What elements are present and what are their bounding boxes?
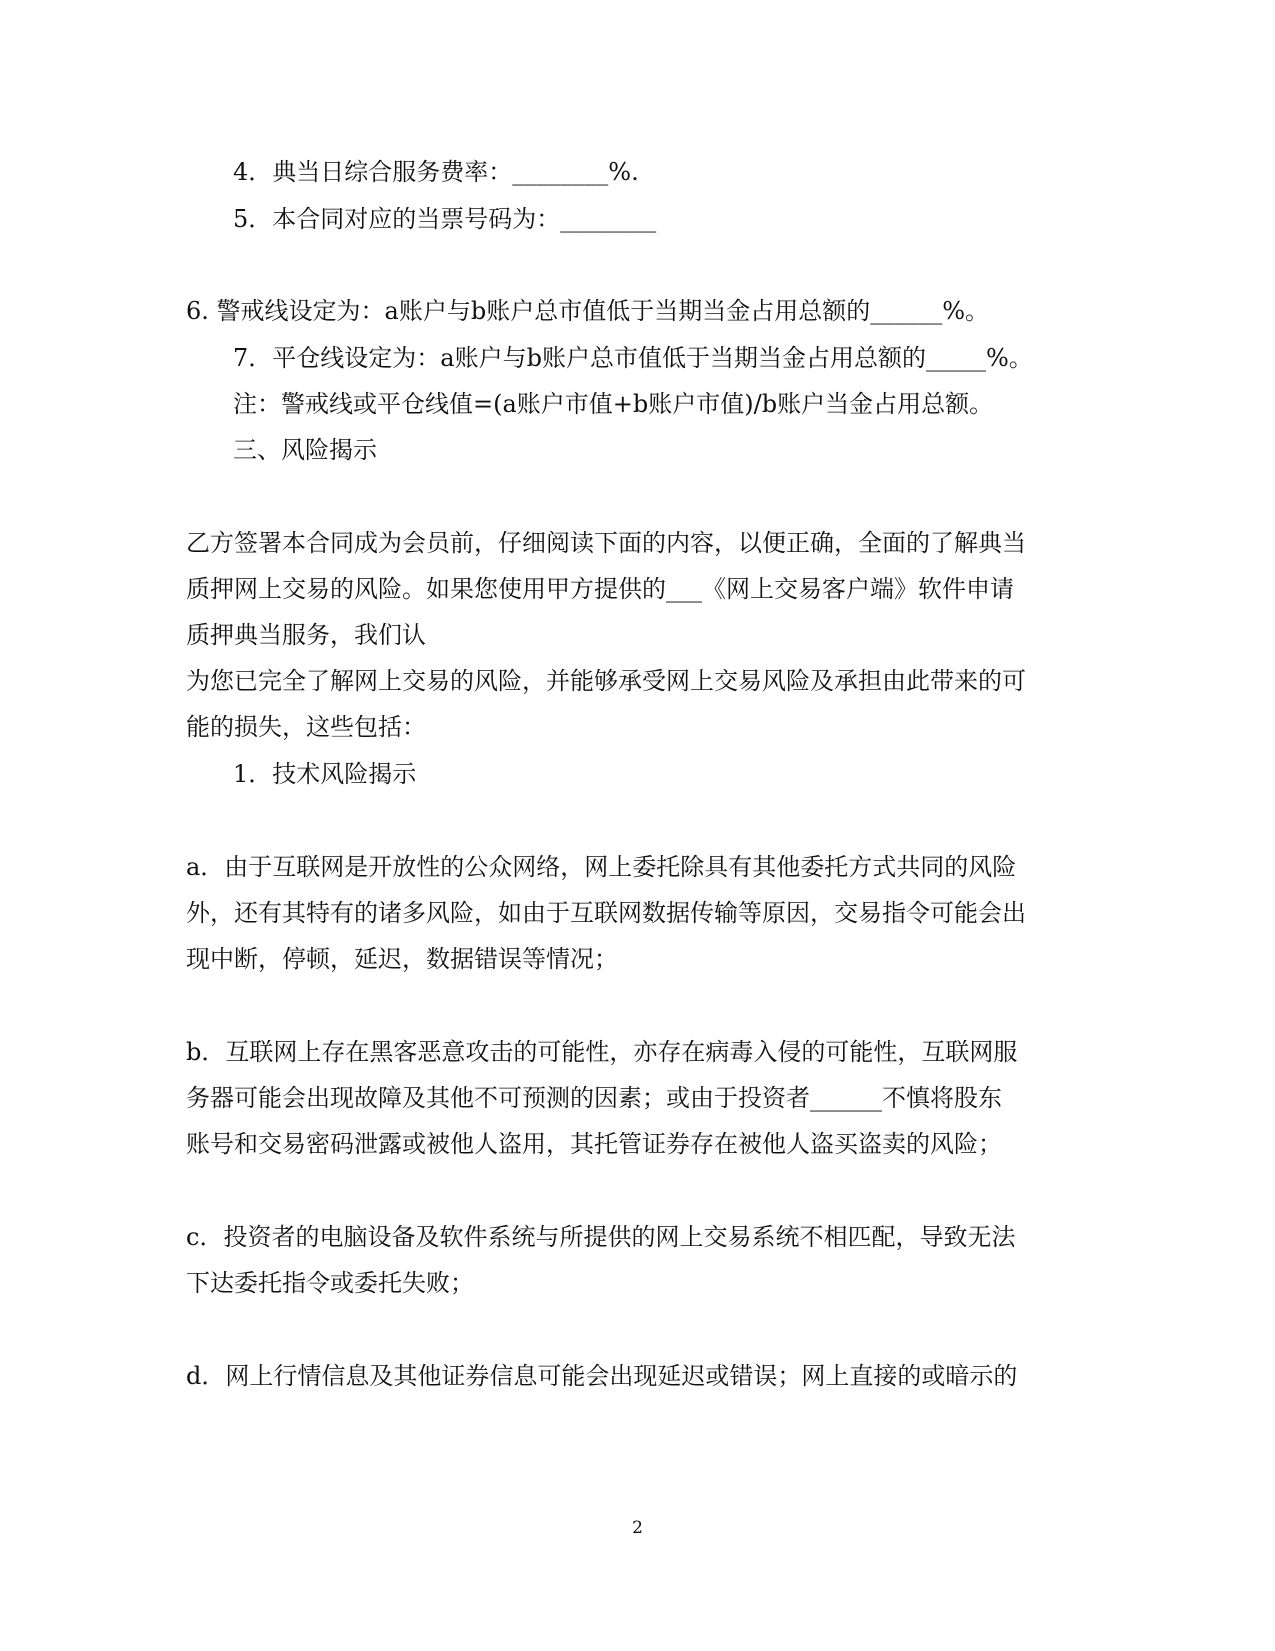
page-number: 2 <box>632 1518 643 1538</box>
text-line: 注：警戒线或平仓线值=(a账户市值+b账户市值)/b账户当金占用总额。 <box>233 390 994 418</box>
text-line: 务器可能会出现故障及其他不可预测的因素；或由于投资者______不慎将股东 <box>186 1084 1002 1112</box>
text-line: 为您已完全了解网上交易的风险，并能够承受网上交易风险及承担由此带来的可 <box>186 667 1026 695</box>
text-line: 6. 警戒线设定为：a账户与b账户总市值低于当期当金占用总额的______%。 <box>186 297 990 325</box>
text-line: d．网上行情信息及其他证券信息可能会出现延迟或错误；网上直接的或暗示的 <box>186 1362 1018 1390</box>
text-line: 质押网上交易的风险。如果您使用甲方提供的___《网上交易客户端》软件申请 <box>186 575 1014 603</box>
text-line: a．由于互联网是开放性的公众网络，网上委托除具有其他委托方式共同的风险 <box>186 853 1017 881</box>
text-line: b．互联网上存在黑客恶意攻击的可能性，亦存在病毒入侵的可能性，互联网服 <box>186 1038 1018 1066</box>
text-line: 能的损失，这些包括： <box>186 713 426 741</box>
text-line: 5．本合同对应的当票号码为：________ <box>233 205 657 233</box>
text-line: 账号和交易密码泄露或被他人盗用，其托管证券存在被他人盗买盗卖的风险； <box>186 1130 1002 1158</box>
text-line: 下达委托指令或委托失败； <box>186 1269 474 1297</box>
text-line: c．投资者的电脑设备及软件系统与所提供的网上交易系统不相匹配，导致无法 <box>186 1223 1016 1251</box>
text-line: 乙方签署本合同成为会员前，仔细阅读下面的内容，以便正确，全面的了解典当 <box>186 529 1026 557</box>
text-line: 现中断，停顿，延迟，数据错误等情况； <box>186 945 618 973</box>
text-line: 外，还有其特有的诸多风险，如由于互联网数据传输等原因，交易指令可能会出 <box>186 899 1026 927</box>
subsection-heading: 1．技术风险揭示 <box>233 760 417 788</box>
text-line: 4．典当日综合服务费率：________%. <box>233 158 639 186</box>
section-heading: 三、风险揭示 <box>233 436 377 464</box>
text-line: 7．平仓线设定为：a账户与b账户总市值低于当期当金占用总额的_____%。 <box>233 344 1033 372</box>
text-line: 质押典当服务，我们认 <box>186 621 426 649</box>
